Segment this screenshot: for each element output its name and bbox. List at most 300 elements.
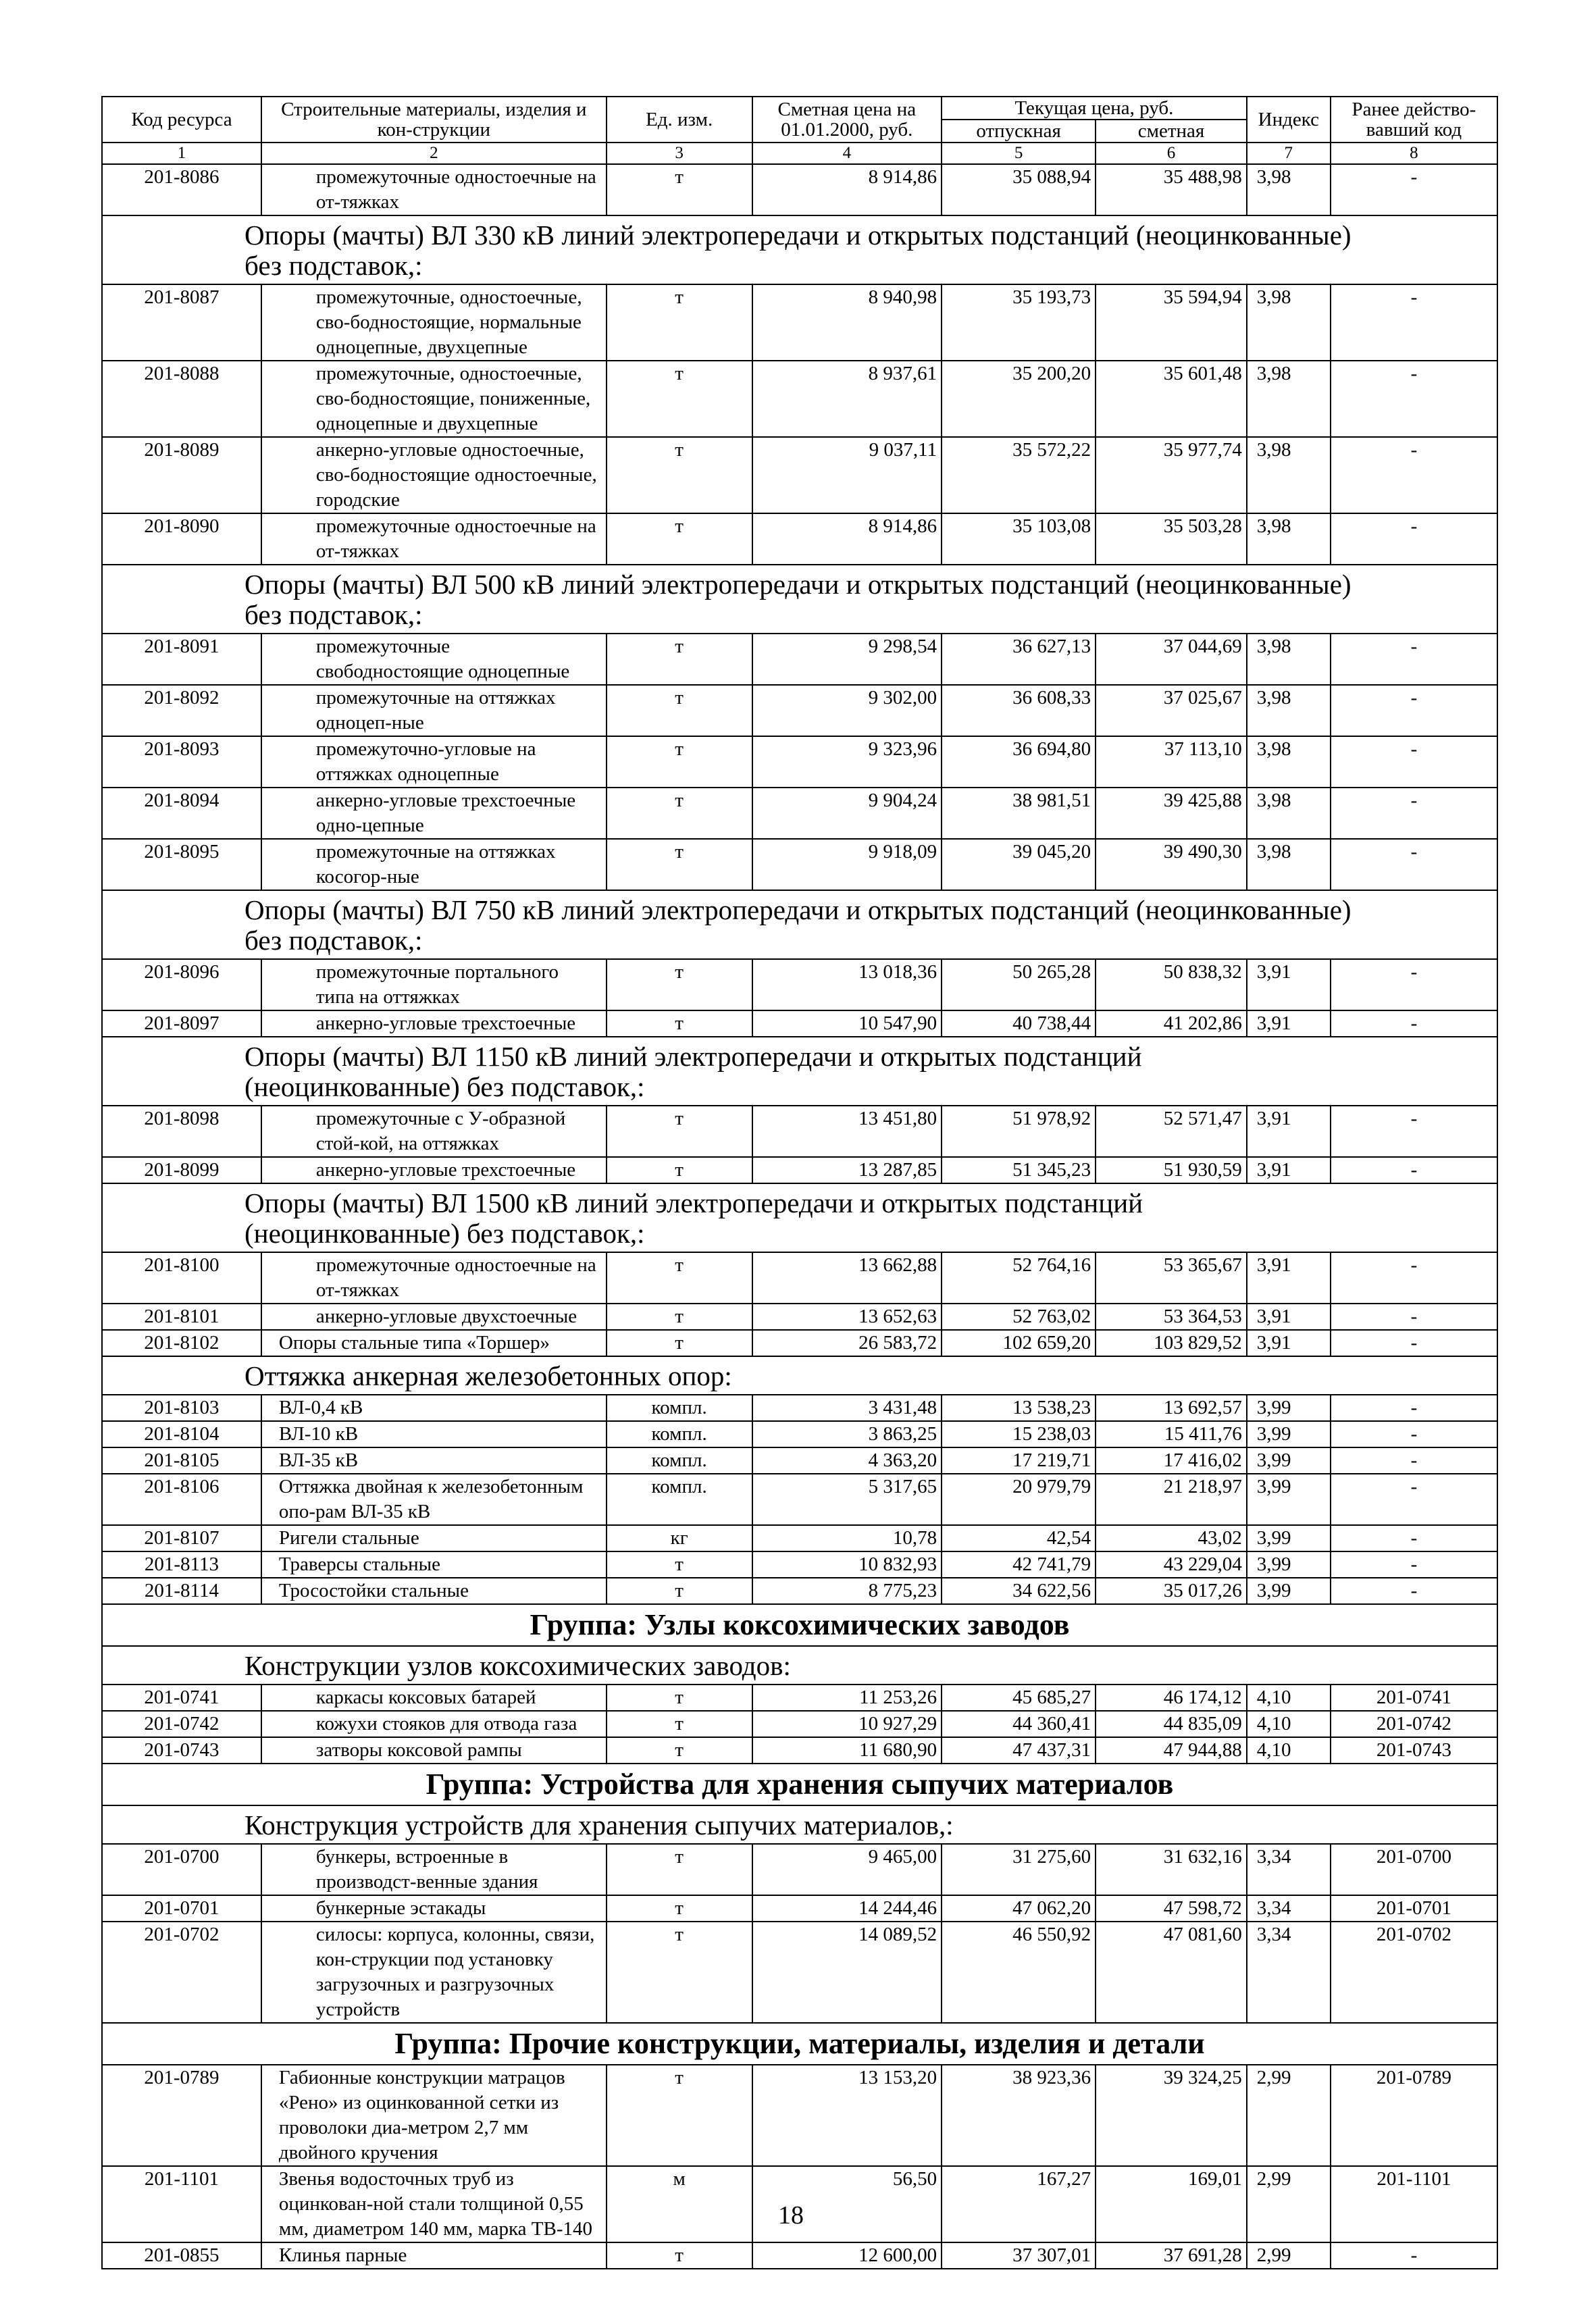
- header-prev-code: Ранее действо-вавший код: [1331, 97, 1497, 143]
- estimate-price: 35 503,28: [1096, 513, 1247, 565]
- base-price: 9 323,96: [752, 736, 942, 788]
- release-price: 35 200,20: [942, 361, 1096, 437]
- section-row: [102, 1356, 1497, 1395]
- previous-code: -: [1331, 1330, 1497, 1356]
- base-price: 9 465,00: [752, 1844, 942, 1895]
- material-name: Оттяжка двойная к железобетонным опо-рам ВЛ-35 кВ: [261, 1474, 607, 1525]
- header-name: Строительные материалы, изделия и кон-струкции: [261, 97, 607, 143]
- price-index: 3,99: [1247, 1578, 1331, 1604]
- unit: т: [607, 634, 752, 685]
- group-title: Группа: Прочие конструкции, материалы, изделия и детали: [102, 2023, 1497, 2065]
- table-row: [102, 1106, 1497, 1157]
- price-index: 3,99: [1247, 1525, 1331, 1551]
- price-index: 2,99: [1247, 2065, 1331, 2166]
- base-price: 5 317,65: [752, 1474, 942, 1525]
- estimate-price: 35 488,98: [1096, 164, 1247, 215]
- resource-code: 201-8105: [102, 1447, 261, 1474]
- header-release-price: отпускная: [942, 120, 1096, 143]
- base-price: 14 089,52: [752, 1922, 942, 2023]
- material-name: Звенья водосточных труб из оцинкован-ной стали толщиной 0,55 мм, диаметром 140 мм, марка ТВ-140: [261, 2166, 607, 2242]
- price-index: 3,34: [1247, 1844, 1331, 1895]
- release-price: 35 193,73: [942, 284, 1096, 361]
- material-name: промежуточные с У-образной стой-кой, на оттяжках: [261, 1106, 607, 1157]
- resource-code: 201-0702: [102, 1922, 261, 2023]
- unit: т: [607, 1551, 752, 1578]
- table-row: [102, 1010, 1497, 1037]
- section-title: Опоры (мачты) ВЛ 1150 кВ линий электропередачи и открытых подстанций (неоцинкованные) без подставок,:: [102, 1037, 1497, 1106]
- base-price: 9 904,24: [752, 788, 942, 839]
- table-row: [102, 1737, 1497, 1764]
- estimate-price: 103 829,52: [1096, 1330, 1247, 1356]
- group-row: [102, 2023, 1497, 2065]
- estimate-price: 47 598,72: [1096, 1895, 1247, 1922]
- table-row: [102, 788, 1497, 839]
- column-number: 1: [102, 143, 261, 164]
- previous-code: -: [1331, 361, 1497, 437]
- resource-code: 201-8106: [102, 1474, 261, 1525]
- previous-code: -: [1331, 634, 1497, 685]
- previous-code: -: [1331, 839, 1497, 890]
- table-row: [102, 1157, 1497, 1183]
- unit: т: [607, 1330, 752, 1356]
- base-price: 10 832,93: [752, 1551, 942, 1578]
- resource-code: 201-8100: [102, 1252, 261, 1304]
- base-price: 10 547,90: [752, 1010, 942, 1037]
- base-price: 13 451,80: [752, 1106, 942, 1157]
- column-numbers-row: [102, 143, 1497, 164]
- group-row: [102, 1604, 1497, 1646]
- release-price: 15 238,03: [942, 1421, 1096, 1447]
- material-name: затворы коксовой рампы: [261, 1737, 607, 1764]
- previous-code: -: [1331, 685, 1497, 736]
- resource-code: 201-1101: [102, 2166, 261, 2242]
- unit: т: [607, 839, 752, 890]
- table-row: [102, 361, 1497, 437]
- estimate-price: 35 601,48: [1096, 361, 1247, 437]
- table-row: [102, 1421, 1497, 1447]
- table-row: [102, 1685, 1497, 1711]
- release-price: 35 103,08: [942, 513, 1096, 565]
- table-row: [102, 513, 1497, 565]
- base-price: 8 914,86: [752, 164, 942, 215]
- unit: компл.: [607, 1474, 752, 1525]
- estimate-price: 37 044,69: [1096, 634, 1247, 685]
- table-row: [102, 1395, 1497, 1421]
- base-price: 12 600,00: [752, 2242, 942, 2269]
- resource-code: 201-8099: [102, 1157, 261, 1183]
- unit: т: [607, 788, 752, 839]
- table-row: [102, 1711, 1497, 1737]
- previous-code: 201-0702: [1331, 1922, 1497, 2023]
- price-index: 3,91: [1247, 1252, 1331, 1304]
- section-title: Оттяжка анкерная железобетонных опор:: [102, 1356, 1497, 1395]
- previous-code: -: [1331, 1157, 1497, 1183]
- estimate-price: 37 691,28: [1096, 2242, 1247, 2269]
- section-title: Опоры (мачты) ВЛ 750 кВ линий электропередачи и открытых подстанций (неоцинкованные) без подставок,:: [102, 890, 1497, 959]
- table-row: [102, 685, 1497, 736]
- unit: т: [607, 1304, 752, 1330]
- header-estimate-price: сметная: [1096, 120, 1247, 143]
- base-price: 13 018,36: [752, 959, 942, 1010]
- estimate-price: 44 835,09: [1096, 1711, 1247, 1737]
- table-row: [102, 1252, 1497, 1304]
- price-index: 2,99: [1247, 2166, 1331, 2242]
- resource-code: 201-8102: [102, 1330, 261, 1356]
- section-row: [102, 1805, 1497, 1844]
- estimate-price: 35 977,74: [1096, 437, 1247, 513]
- release-price: 47 437,31: [942, 1737, 1096, 1764]
- section-row: [102, 1037, 1497, 1106]
- price-index: 3,98: [1247, 284, 1331, 361]
- section-title: Конструкции узлов коксохимических заводов:: [102, 1646, 1497, 1685]
- price-index: 3,91: [1247, 1304, 1331, 1330]
- release-price: 40 738,44: [942, 1010, 1096, 1037]
- resource-code: 201-8113: [102, 1551, 261, 1578]
- unit: т: [607, 1895, 752, 1922]
- base-price: 26 583,72: [752, 1330, 942, 1356]
- unit: компл.: [607, 1447, 752, 1474]
- price-index: 3,99: [1247, 1395, 1331, 1421]
- table-row: [102, 839, 1497, 890]
- previous-code: -: [1331, 1304, 1497, 1330]
- table-row: [102, 2065, 1497, 2166]
- table-row: [102, 164, 1497, 215]
- material-name: промежуточно-угловые на оттяжках одноцепные: [261, 736, 607, 788]
- unit: т: [607, 2242, 752, 2269]
- price-table: [101, 96, 1498, 2269]
- resource-code: 201-8095: [102, 839, 261, 890]
- column-number: 2: [261, 143, 607, 164]
- price-index: 3,98: [1247, 736, 1331, 788]
- base-price: 13 652,63: [752, 1304, 942, 1330]
- release-price: 45 685,27: [942, 1685, 1096, 1711]
- previous-code: 201-1101: [1331, 2166, 1497, 2242]
- resource-code: 201-0743: [102, 1737, 261, 1764]
- header-base-price: Сметная цена на 01.01.2000, руб.: [752, 97, 942, 143]
- estimate-price: 46 174,12: [1096, 1685, 1247, 1711]
- unit: т: [607, 1685, 752, 1711]
- resource-code: 201-0855: [102, 2242, 261, 2269]
- unit: т: [607, 284, 752, 361]
- release-price: 38 981,51: [942, 788, 1096, 839]
- section-row: [102, 1646, 1497, 1685]
- price-table-sheet: [101, 96, 1498, 2269]
- resource-code: 201-0742: [102, 1711, 261, 1737]
- release-price: 36 694,80: [942, 736, 1096, 788]
- material-name: Тросостойки стальные: [261, 1578, 607, 1604]
- resource-code: 201-8114: [102, 1578, 261, 1604]
- table-row: [102, 1304, 1497, 1330]
- price-index: 3,99: [1247, 1551, 1331, 1578]
- base-price: 14 244,46: [752, 1895, 942, 1922]
- price-index: 3,91: [1247, 1157, 1331, 1183]
- release-price: 31 275,60: [942, 1844, 1096, 1895]
- table-row: [102, 634, 1497, 685]
- group-title: Группа: Узлы коксохимических заводов: [102, 1604, 1497, 1646]
- price-index: 3,99: [1247, 1421, 1331, 1447]
- estimate-price: 21 218,97: [1096, 1474, 1247, 1525]
- previous-code: -: [1331, 164, 1497, 215]
- material-name: ВЛ-35 кВ: [261, 1447, 607, 1474]
- estimate-price: 31 632,16: [1096, 1844, 1247, 1895]
- column-number: 6: [1096, 143, 1247, 164]
- base-price: 4 363,20: [752, 1447, 942, 1474]
- unit: т: [607, 1010, 752, 1037]
- release-price: 167,27: [942, 2166, 1096, 2242]
- resource-code: 201-0741: [102, 1685, 261, 1711]
- material-name: анкерно-угловые трехстоечные одно-цепные: [261, 788, 607, 839]
- group-title: Группа: Устройства для хранения сыпучих материалов: [102, 1764, 1497, 1805]
- resource-code: 201-8101: [102, 1304, 261, 1330]
- price-index: 3,98: [1247, 839, 1331, 890]
- previous-code: 201-0789: [1331, 2065, 1497, 2166]
- previous-code: -: [1331, 284, 1497, 361]
- section-row: [102, 1183, 1497, 1252]
- resource-code: 201-8107: [102, 1525, 261, 1551]
- base-price: 10 927,29: [752, 1711, 942, 1737]
- unit: т: [607, 959, 752, 1010]
- release-price: 42 741,79: [942, 1551, 1096, 1578]
- material-name: ВЛ-10 кВ: [261, 1421, 607, 1447]
- header-current-price: Текущая цена, руб.: [942, 97, 1247, 120]
- price-index: 3,98: [1247, 164, 1331, 215]
- base-price: 56,50: [752, 2166, 942, 2242]
- resource-code: 201-0701: [102, 1895, 261, 1922]
- previous-code: -: [1331, 1525, 1497, 1551]
- base-price: 11 253,26: [752, 1685, 942, 1711]
- resource-code: 201-8092: [102, 685, 261, 736]
- header-index: Индекс: [1247, 97, 1331, 143]
- price-index: 3,98: [1247, 437, 1331, 513]
- previous-code: -: [1331, 1395, 1497, 1421]
- resource-code: 201-8094: [102, 788, 261, 839]
- base-price: 9 302,00: [752, 685, 942, 736]
- estimate-price: 47 081,60: [1096, 1922, 1247, 2023]
- release-price: 39 045,20: [942, 839, 1096, 890]
- estimate-price: 51 930,59: [1096, 1157, 1247, 1183]
- previous-code: 201-0742: [1331, 1711, 1497, 1737]
- price-index: 2,99: [1247, 2242, 1331, 2269]
- estimate-price: 43 229,04: [1096, 1551, 1247, 1578]
- table-row: [102, 1551, 1497, 1578]
- material-name: бункерные эстакады: [261, 1895, 607, 1922]
- material-name: кожухи стояков для отвода газа: [261, 1711, 607, 1737]
- estimate-price: 37 025,67: [1096, 685, 1247, 736]
- column-number: 5: [942, 143, 1096, 164]
- column-number: 7: [1247, 143, 1331, 164]
- previous-code: -: [1331, 1447, 1497, 1474]
- base-price: 8 914,86: [752, 513, 942, 565]
- estimate-price: 39 490,30: [1096, 839, 1247, 890]
- estimate-price: 41 202,86: [1096, 1010, 1247, 1037]
- price-index: 3,99: [1247, 1447, 1331, 1474]
- column-number: 3: [607, 143, 752, 164]
- release-price: 50 265,28: [942, 959, 1096, 1010]
- material-name: промежуточные одностоечные на от-тяжках: [261, 513, 607, 565]
- unit: т: [607, 1157, 752, 1183]
- material-name: каркасы коксовых батарей: [261, 1685, 607, 1711]
- base-price: 13 287,85: [752, 1157, 942, 1183]
- previous-code: -: [1331, 1106, 1497, 1157]
- unit: т: [607, 1578, 752, 1604]
- previous-code: -: [1331, 1010, 1497, 1037]
- section-row: [102, 215, 1497, 284]
- section-row: [102, 890, 1497, 959]
- price-index: 4,10: [1247, 1737, 1331, 1764]
- table-row: [102, 1525, 1497, 1551]
- material-name: промежуточные, одностоечные, сво-бодностоящие, пониженные, одноцепные и двухцепные: [261, 361, 607, 437]
- base-price: 13 662,88: [752, 1252, 942, 1304]
- resource-code: 201-8104: [102, 1421, 261, 1447]
- material-name: Ригели стальные: [261, 1525, 607, 1551]
- unit: т: [607, 736, 752, 788]
- unit: т: [607, 513, 752, 565]
- previous-code: -: [1331, 1474, 1497, 1525]
- unit: т: [607, 685, 752, 736]
- previous-code: -: [1331, 959, 1497, 1010]
- previous-code: -: [1331, 788, 1497, 839]
- resource-code: 201-8091: [102, 634, 261, 685]
- previous-code: 201-0700: [1331, 1844, 1497, 1895]
- estimate-price: 13 692,57: [1096, 1395, 1247, 1421]
- estimate-price: 50 838,32: [1096, 959, 1247, 1010]
- base-price: 9 037,11: [752, 437, 942, 513]
- material-name: Траверсы стальные: [261, 1551, 607, 1578]
- release-price: 37 307,01: [942, 2242, 1096, 2269]
- base-price: 10,78: [752, 1525, 942, 1551]
- table-row: [102, 437, 1497, 513]
- estimate-price: 37 113,10: [1096, 736, 1247, 788]
- unit: т: [607, 1844, 752, 1895]
- estimate-price: 52 571,47: [1096, 1106, 1247, 1157]
- previous-code: -: [1331, 1421, 1497, 1447]
- resource-code: 201-8093: [102, 736, 261, 788]
- unit: кг: [607, 1525, 752, 1551]
- table-row: [102, 1474, 1497, 1525]
- table-row: [102, 284, 1497, 361]
- release-price: 52 764,16: [942, 1252, 1096, 1304]
- header-unit: Ед. изм.: [607, 97, 752, 143]
- unit: компл.: [607, 1395, 752, 1421]
- table-row: [102, 1330, 1497, 1356]
- estimate-price: 39 425,88: [1096, 788, 1247, 839]
- resource-code: 201-8088: [102, 361, 261, 437]
- release-price: 38 923,36: [942, 2065, 1096, 2166]
- release-price: 20 979,79: [942, 1474, 1096, 1525]
- release-price: 102 659,20: [942, 1330, 1096, 1356]
- material-name: ВЛ-0,4 кВ: [261, 1395, 607, 1421]
- base-price: 8 775,23: [752, 1578, 942, 1604]
- previous-code: -: [1331, 2242, 1497, 2269]
- estimate-price: 43,02: [1096, 1525, 1247, 1551]
- previous-code: -: [1331, 513, 1497, 565]
- material-name: анкерно-угловые двухстоечные: [261, 1304, 607, 1330]
- unit: т: [607, 361, 752, 437]
- resource-code: 201-8096: [102, 959, 261, 1010]
- price-index: 4,10: [1247, 1711, 1331, 1737]
- estimate-price: 169,01: [1096, 2166, 1247, 2242]
- unit: т: [607, 164, 752, 215]
- release-price: 36 627,13: [942, 634, 1096, 685]
- table-row: [102, 2242, 1497, 2269]
- release-price: 51 978,92: [942, 1106, 1096, 1157]
- group-row: [102, 1764, 1497, 1805]
- base-price: 8 937,61: [752, 361, 942, 437]
- price-index: 3,98: [1247, 513, 1331, 565]
- material-name: анкерно-угловые трехстоечные: [261, 1010, 607, 1037]
- base-price: 9 918,09: [752, 839, 942, 890]
- previous-code: 201-0701: [1331, 1895, 1497, 1922]
- material-name: промежуточные одностоечные на от-тяжках: [261, 1252, 607, 1304]
- estimate-price: 17 416,02: [1096, 1447, 1247, 1474]
- resource-code: 201-0789: [102, 2065, 261, 2166]
- material-name: промежуточные свободностоящие одноцепные: [261, 634, 607, 685]
- table-row: [102, 736, 1497, 788]
- estimate-price: 47 944,88: [1096, 1737, 1247, 1764]
- estimate-price: 53 365,67: [1096, 1252, 1247, 1304]
- unit: т: [607, 1711, 752, 1737]
- previous-code: 201-0741: [1331, 1685, 1497, 1711]
- table-row: [102, 959, 1497, 1010]
- section-title: Опоры (мачты) ВЛ 500 кВ линий электропередачи и открытых подстанций (неоцинкованные) без подставок,:: [102, 565, 1497, 634]
- release-price: 46 550,92: [942, 1922, 1096, 2023]
- estimate-price: 15 411,76: [1096, 1421, 1247, 1447]
- unit: т: [607, 1737, 752, 1764]
- resource-code: 201-8098: [102, 1106, 261, 1157]
- table-row: [102, 1895, 1497, 1922]
- header-code: Код ресурса: [102, 97, 261, 143]
- table-row: [102, 1844, 1497, 1895]
- material-name: анкерно-угловые одностоечные, сво-бодностоящие одностоечные, городские: [261, 437, 607, 513]
- base-price: 3 431,48: [752, 1395, 942, 1421]
- price-index: 3,98: [1247, 685, 1331, 736]
- release-price: 35 088,94: [942, 164, 1096, 215]
- resource-code: 201-8087: [102, 284, 261, 361]
- table-body: [102, 164, 1497, 2269]
- unit: т: [607, 1106, 752, 1157]
- previous-code: -: [1331, 1252, 1497, 1304]
- column-number: 8: [1331, 143, 1497, 164]
- release-price: 52 763,02: [942, 1304, 1096, 1330]
- price-index: 3,34: [1247, 1895, 1331, 1922]
- material-name: промежуточные на оттяжках одноцеп-ные: [261, 685, 607, 736]
- release-price: 44 360,41: [942, 1711, 1096, 1737]
- unit: т: [607, 1252, 752, 1304]
- section-title: Конструкция устройств для хранения сыпучих материалов,:: [102, 1805, 1497, 1844]
- estimate-price: 39 324,25: [1096, 2065, 1247, 2166]
- release-price: 17 219,71: [942, 1447, 1096, 1474]
- table-row: [102, 1922, 1497, 2023]
- material-name: промежуточные одностоечные на от-тяжках: [261, 164, 607, 215]
- section-title: Опоры (мачты) ВЛ 1500 кВ линий электропередачи и открытых подстанций (неоцинкованные) без подставок,:: [102, 1183, 1497, 1252]
- release-price: 34 622,56: [942, 1578, 1096, 1604]
- section-title: Опоры (мачты) ВЛ 330 кВ линий электропередачи и открытых подстанций (неоцинкованные) без подставок,:: [102, 215, 1497, 284]
- previous-code: 201-0743: [1331, 1737, 1497, 1764]
- price-index: 3,91: [1247, 1010, 1331, 1037]
- price-index: 3,98: [1247, 361, 1331, 437]
- price-index: 3,91: [1247, 1330, 1331, 1356]
- estimate-price: 53 364,53: [1096, 1304, 1247, 1330]
- release-price: 36 608,33: [942, 685, 1096, 736]
- resource-code: 201-8089: [102, 437, 261, 513]
- material-name: силосы: корпуса, колонны, связи, кон-струкции под установку загрузочных и разгрузочных устройств: [261, 1922, 607, 2023]
- release-price: 35 572,22: [942, 437, 1096, 513]
- base-price: 9 298,54: [752, 634, 942, 685]
- page-number: 18: [778, 2201, 804, 2230]
- column-number: 4: [752, 143, 942, 164]
- base-price: 8 940,98: [752, 284, 942, 361]
- material-name: промежуточные на оттяжках косогор-ные: [261, 839, 607, 890]
